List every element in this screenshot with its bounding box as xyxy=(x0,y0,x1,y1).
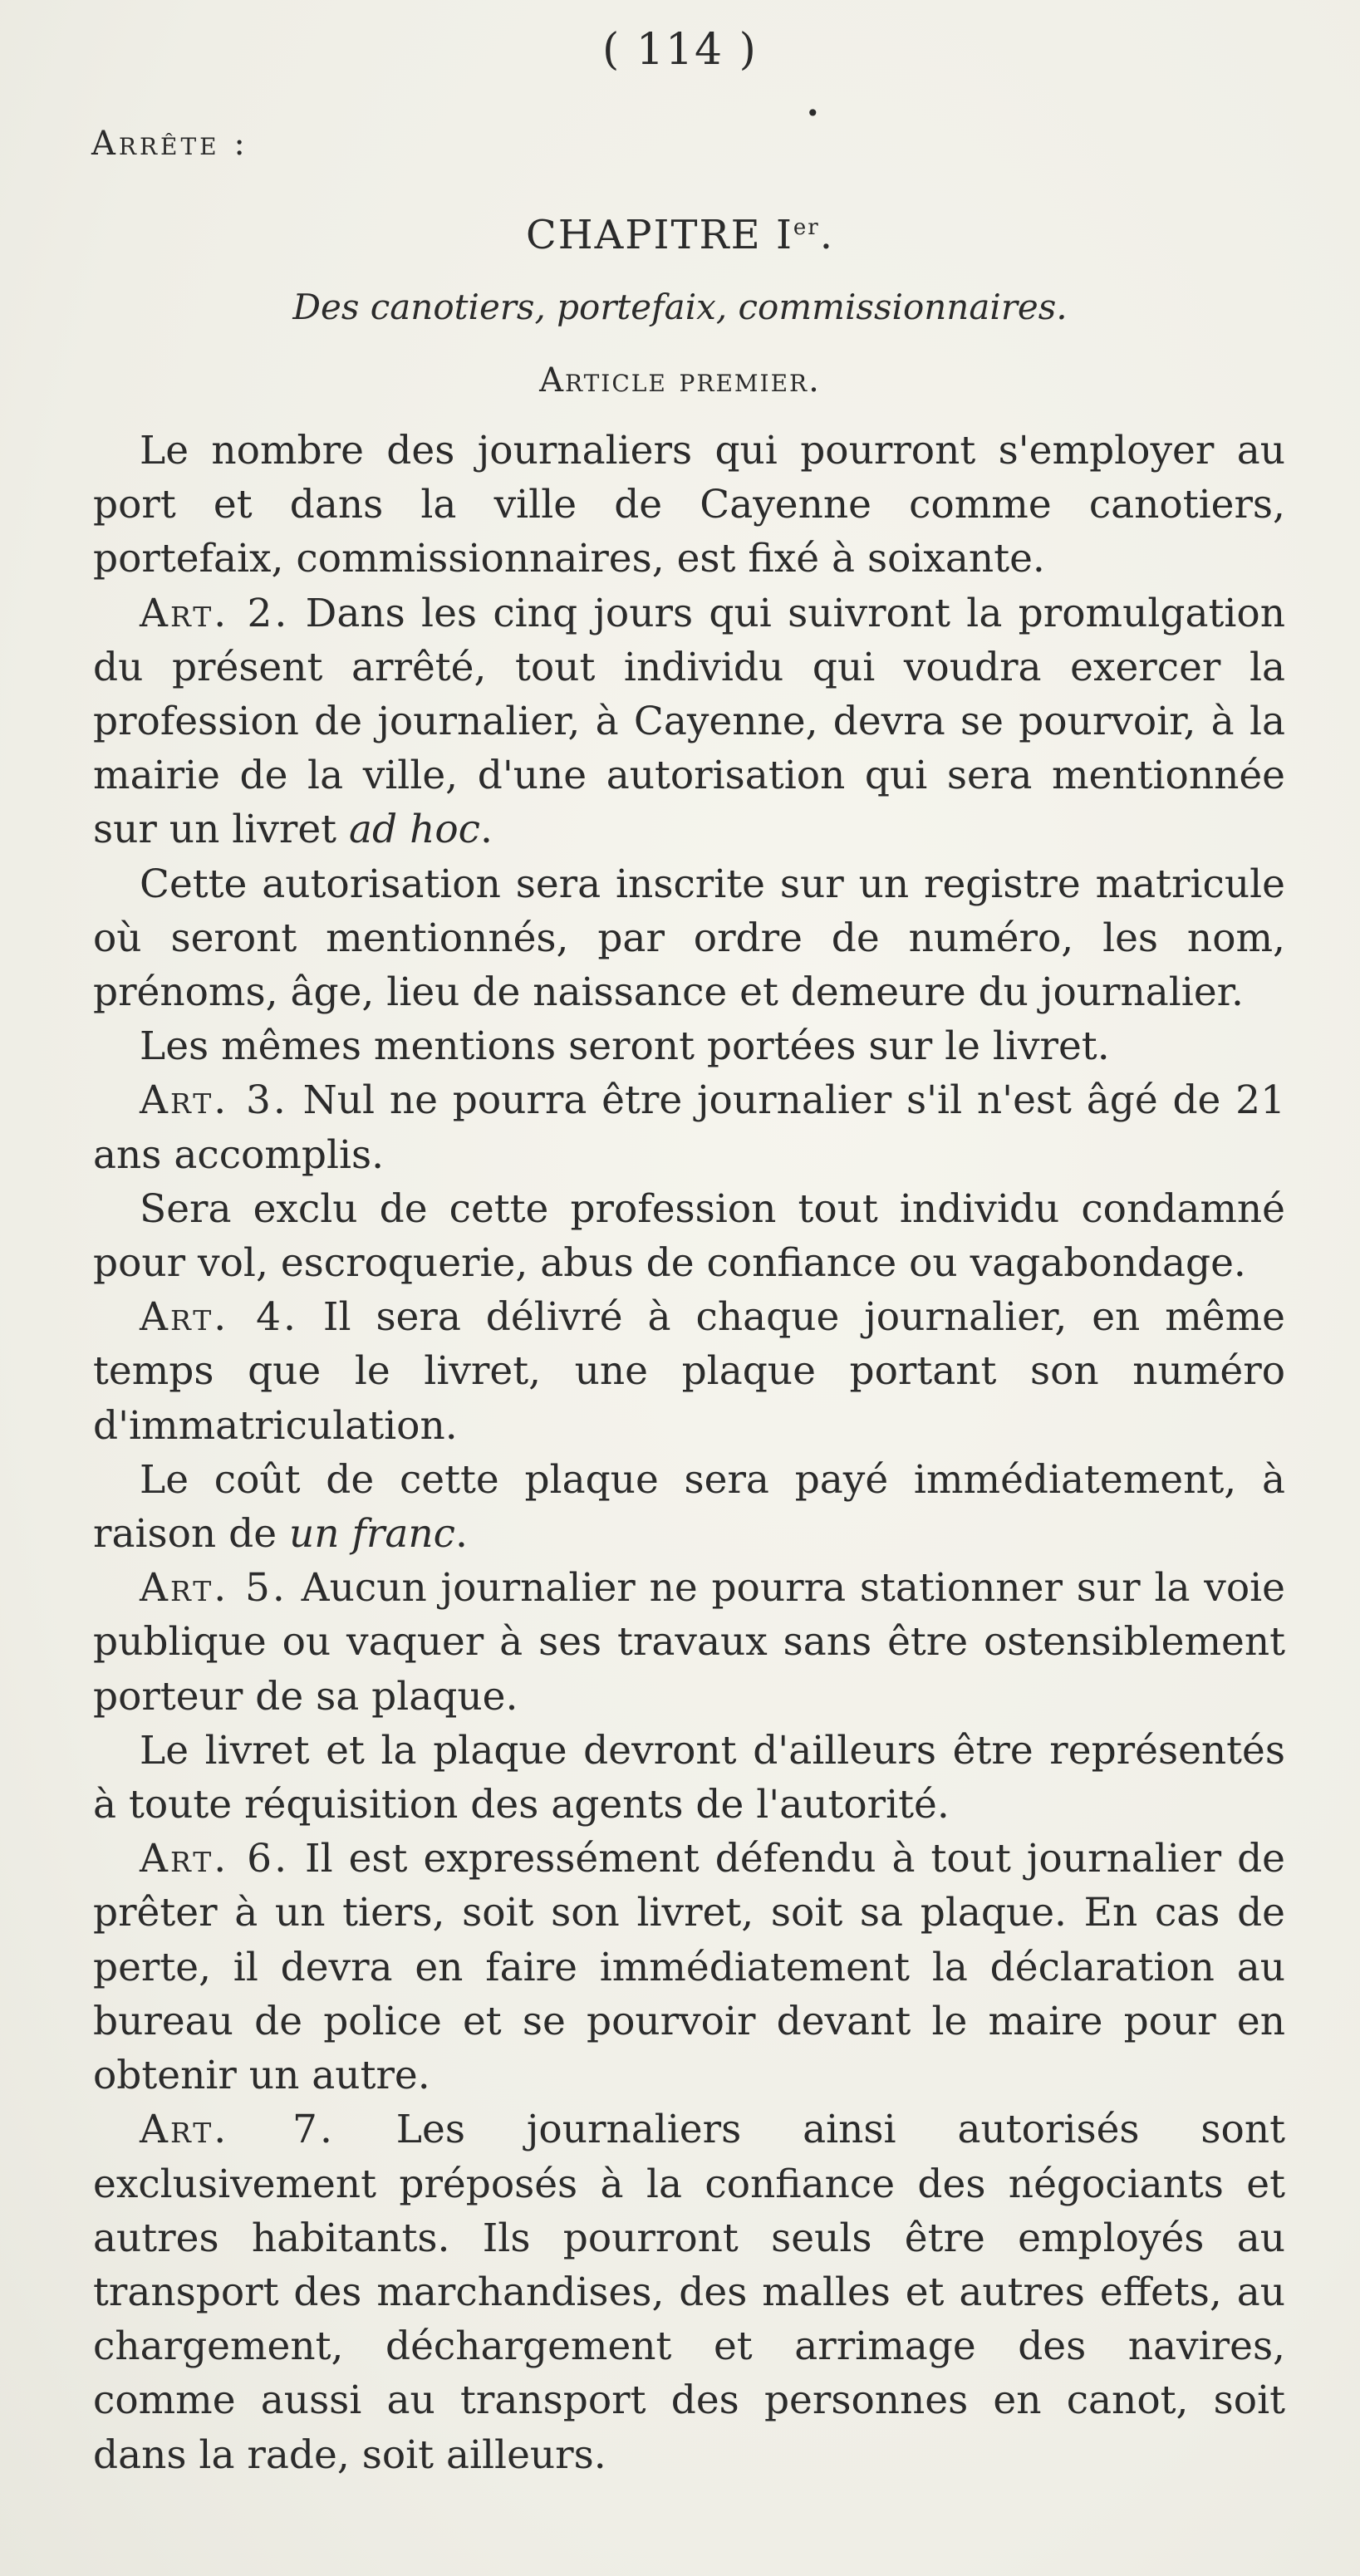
paragraph-text-end: . xyxy=(479,807,493,853)
document-body xyxy=(93,424,1285,2482)
chapter-title-text: CHAPITRE I xyxy=(525,212,793,258)
paragraph-livret: Les mêmes mentions seront portées sur le livret. xyxy=(140,1023,1110,1070)
italic-text: un franc xyxy=(289,1511,455,1558)
paragraph-article-5 xyxy=(93,1561,1285,1724)
paragraph-text: Le coût de cette plaque sera payé immédiatement, à raison de xyxy=(93,1456,1285,1558)
chapter-title-period: . xyxy=(819,212,834,258)
paragraph-text: Dans les cinq jours qui suivront la promulgation du présent arrêté, tout individu qui voudra exercer la profession de journalier, à Cayenne, devra se pourvoir, à la mairie de la ville, d'une autorisation qui sera mentionnée sur un livret xyxy=(93,590,1285,853)
paragraph-article-1: Le nombre des journaliers qui pourront s'employer au port et dans la ville de Cayenne comme canotiers, portefaix, commissionnaires, est fixé à soixante. xyxy=(93,428,1285,582)
chapter-subtitle: Des canotiers, portefaix, commissionnaires. xyxy=(292,287,1068,327)
article-label: Art. 6. xyxy=(140,1836,290,1882)
article-label: Art. 4. xyxy=(140,1294,298,1341)
paragraph-article-2 xyxy=(93,586,1285,857)
paragraph-text: Aucun journalier ne pourra stationner sur la voie publique ou vaquer à ses travaux sans être ostensiblement porteur de sa plaque. xyxy=(93,1565,1285,1720)
article-label: Art. 2. xyxy=(140,590,290,636)
article-label: Art. 7. xyxy=(140,2107,335,2153)
italic-text: ad hoc xyxy=(349,807,480,853)
paragraph-exclusion: Sera exclu de cette profession tout individu condamné pour vol, escroquerie, abus de confiance ou vagabondage. xyxy=(93,1185,1285,1287)
paragraph-cout-plaque xyxy=(93,1453,1285,1561)
paragraph-text: Les journaliers ainsi autorisés sont exclusivement préposés à la confiance des négociants et autres habitants. Ils pourront seuls être employés au transport des marchandises, des malles et autres effets, au chargement, déchargement et arrimage des navires, comme aussi au transport des personnes en canot, soit dans la rade, soit ailleurs. xyxy=(93,2107,1285,2478)
paragraph-requisition: Le livret et la plaque devront d'ailleurs être représentés à toute réquisition des agents de l'autorité. xyxy=(93,1727,1285,1828)
paragraph-text: Nul ne pourra être journalier s'il n'est âgé de 21 ans accomplis. xyxy=(93,1077,1285,1178)
article-first-heading: Article premier. xyxy=(539,361,821,400)
paragraph-text: Il est expressément défendu à tout journalier de prêter à un tiers, soit son livret, soit sa plaque. En cas de perte, il devra en faire immédiatement la déclaration au bureau de police et se pourvoir devant le maire pour en obtenir un autre. xyxy=(93,1836,1285,2099)
chapter-title-superscript: er xyxy=(793,215,820,240)
paragraph-text: Il sera délivré à chaque journalier, en même temps que le livret, une plaque portant son numéro d'immatriculation. xyxy=(93,1294,1285,1449)
paragraph-registre: Cette autorisation sera inscrite sur un registre matricule où seront mentionnés, par ordre de numéro, les nom, prénoms, âge, lieu de naissance et demeure du journalier. xyxy=(93,861,1285,1016)
paragraph-article-4 xyxy=(93,1290,1285,1453)
arrete-heading: Arrête : xyxy=(91,125,248,163)
paragraph-article-6 xyxy=(93,1832,1285,2103)
paragraph-article-3 xyxy=(93,1073,1285,1181)
paragraph-article-7 xyxy=(93,2103,1285,2481)
article-label: Art. 3. xyxy=(140,1077,288,1124)
paragraph-text-end: . xyxy=(454,1511,468,1558)
chapter-title xyxy=(0,212,1360,258)
page-number: ( 114 ) xyxy=(602,25,758,75)
ink-dot: • xyxy=(806,100,820,127)
article-label: Art. 5. xyxy=(140,1565,287,1612)
